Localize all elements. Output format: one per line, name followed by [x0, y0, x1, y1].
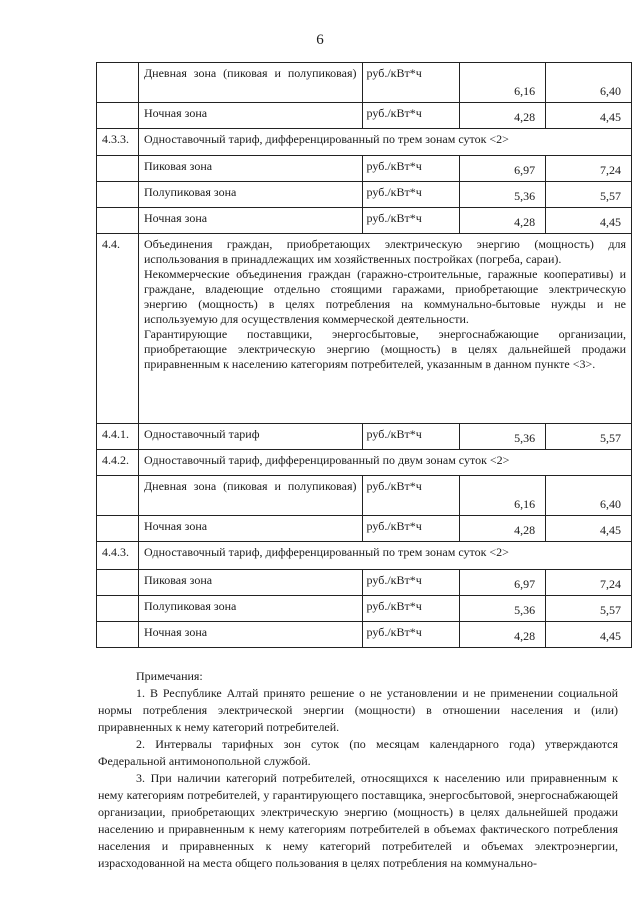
- row-name: Пиковая зона: [138, 156, 362, 182]
- table-row: [97, 63, 632, 103]
- page-number: 6: [316, 32, 324, 48]
- table-row: [97, 208, 632, 234]
- row-value-2: 7,24: [546, 156, 632, 182]
- row-value-2: 4,45: [546, 622, 632, 648]
- row-header-text: Одноставочный тариф, дифференцированный по двум зонам суток <2>: [138, 450, 631, 476]
- row-code-empty: [97, 182, 139, 208]
- description-paragraph: Гарантирующие поставщики, энергосбытовые, энергоснабжающие организации, приобретающие электрическую энергию (мощность) в целях дальнейшей продажи приравненным к населению категориям потребителей, указанным в данном пункте <3>.: [143, 327, 626, 371]
- row-header-text: Одноставочный тариф, дифференцированный по трем зонам суток <2>: [138, 542, 631, 570]
- row-value-1: 5,36: [460, 182, 546, 208]
- row-value-1: 6,97: [460, 156, 546, 182]
- table-row: [97, 156, 632, 182]
- table-row: [97, 476, 632, 516]
- row-value-2: 7,24: [546, 570, 632, 596]
- row-value-2: 5,57: [546, 182, 632, 208]
- row-value-1: 6,16: [460, 476, 546, 516]
- note-item: 1. В Республике Алтай принято решение о не установлении и не применении социальной нормы потребления электрической энергии (мощности) в отношении населения и (или) приравненных к нему категорий потребителей.: [98, 686, 618, 734]
- row-value-2: 5,57: [546, 424, 632, 450]
- description-paragraph: Некоммерческие объединения граждан (гаражно-строительные, гаражные кооперативы) и граждане, владеющие отдельно стоящими гаражами, приобретающие электрическую энергию (мощность) в целях потребления на коммунально-бытовые нужды и не используемую для осуществления коммерческой деятельности.: [143, 267, 626, 326]
- notes-heading: Примечания:: [136, 669, 203, 683]
- row-name: Пиковая зона: [138, 570, 362, 596]
- row-name: Ночная зона: [138, 103, 362, 129]
- row-value-1: 6,97: [460, 570, 546, 596]
- row-name: Дневная зона (пиковая и полупиковая): [138, 476, 362, 516]
- row-value-1: 4,28: [460, 208, 546, 234]
- tariff-table: [96, 62, 632, 648]
- table-row: [97, 596, 632, 622]
- row-code: 4.4.2.: [97, 450, 139, 476]
- row-code-empty: [97, 63, 139, 103]
- row-name: Одноставочный тариф: [138, 424, 362, 450]
- row-unit: руб./кВт*ч: [362, 156, 460, 182]
- row-name: Ночная зона: [138, 208, 362, 234]
- row-value-2: 6,40: [546, 476, 632, 516]
- row-name: Ночная зона: [138, 622, 362, 648]
- row-value-1: 4,28: [460, 103, 546, 129]
- row-value-2: 4,45: [546, 103, 632, 129]
- row-value-2: 5,57: [546, 596, 632, 622]
- table-row: [97, 182, 632, 208]
- row-code-empty: [97, 208, 139, 234]
- table-row: [97, 234, 632, 424]
- row-code-empty: [97, 516, 139, 542]
- row-value-2: 4,45: [546, 516, 632, 542]
- row-name: Дневная зона (пиковая и полупиковая): [138, 63, 362, 103]
- row-code: 4.4.3.: [97, 542, 139, 570]
- row-value-1: 4,28: [460, 516, 546, 542]
- row-code-empty: [97, 622, 139, 648]
- row-code-empty: [97, 596, 139, 622]
- row-unit: руб./кВт*ч: [362, 596, 460, 622]
- row-unit: руб./кВт*ч: [362, 424, 460, 450]
- table-row: [97, 516, 632, 542]
- row-value-1: 5,36: [460, 424, 546, 450]
- row-value-1: 4,28: [460, 622, 546, 648]
- table-row: [97, 129, 632, 156]
- table-row: [97, 542, 632, 570]
- description-paragraph: Объединения граждан, приобретающих электрическую энергию (мощность) для использования в принадлежащих им хозяйственных постройках (погреба, сараи).: [143, 237, 626, 266]
- row-code-empty: [97, 570, 139, 596]
- note-item: 2. Интервалы тарифных зон суток (по месяцам календарного года) утверждаются Федеральной антимонопольной службой.: [98, 737, 618, 768]
- row-code: 4.4.: [97, 234, 139, 424]
- row-code-empty: [97, 103, 139, 129]
- row-unit: руб./кВт*ч: [362, 516, 460, 542]
- row-value-2: 6,40: [546, 63, 632, 103]
- row-name: Полупиковая зона: [138, 596, 362, 622]
- row-code: 4.3.3.: [97, 129, 139, 156]
- row-name: Полупиковая зона: [138, 182, 362, 208]
- row-code-empty: [97, 156, 139, 182]
- row-header-text: Одноставочный тариф, дифференцированный по трем зонам суток <2>: [138, 129, 631, 156]
- row-value-1: 6,16: [460, 63, 546, 103]
- table-row: [97, 622, 632, 648]
- notes-section: [98, 668, 618, 872]
- row-unit: руб./кВт*ч: [362, 182, 460, 208]
- row-unit: руб./кВт*ч: [362, 63, 460, 103]
- row-value-1: 5,36: [460, 596, 546, 622]
- note-item: 3. При наличии категорий потребителей, относящихся к населению или приравненным к нему категориям потребителей, у гарантирующего поставщика, энергосбытовой, энергоснабжающей организации, приобретающих электрическую энергию (мощность) в целях дальнейшей продажи населению и приравненным к нему категориям потребителей в объемах фактического потребления населения и приравненных к нему категорий потребителей и объемах электроэнергии, израсходованной на места общего пользования в целях потребления на коммунально-: [98, 771, 618, 870]
- row-code-empty: [97, 476, 139, 516]
- row-value-2: 4,45: [546, 208, 632, 234]
- row-name: Ночная зона: [138, 516, 362, 542]
- table-row: [97, 570, 632, 596]
- row-code: 4.4.1.: [97, 424, 139, 450]
- row-unit: руб./кВт*ч: [362, 622, 460, 648]
- row-description: [138, 234, 631, 424]
- row-unit: руб./кВт*ч: [362, 103, 460, 129]
- row-unit: руб./кВт*ч: [362, 570, 460, 596]
- row-unit: руб./кВт*ч: [362, 476, 460, 516]
- table-row: [97, 103, 632, 129]
- table-row: [97, 424, 632, 450]
- table-row: [97, 450, 632, 476]
- row-unit: руб./кВт*ч: [362, 208, 460, 234]
